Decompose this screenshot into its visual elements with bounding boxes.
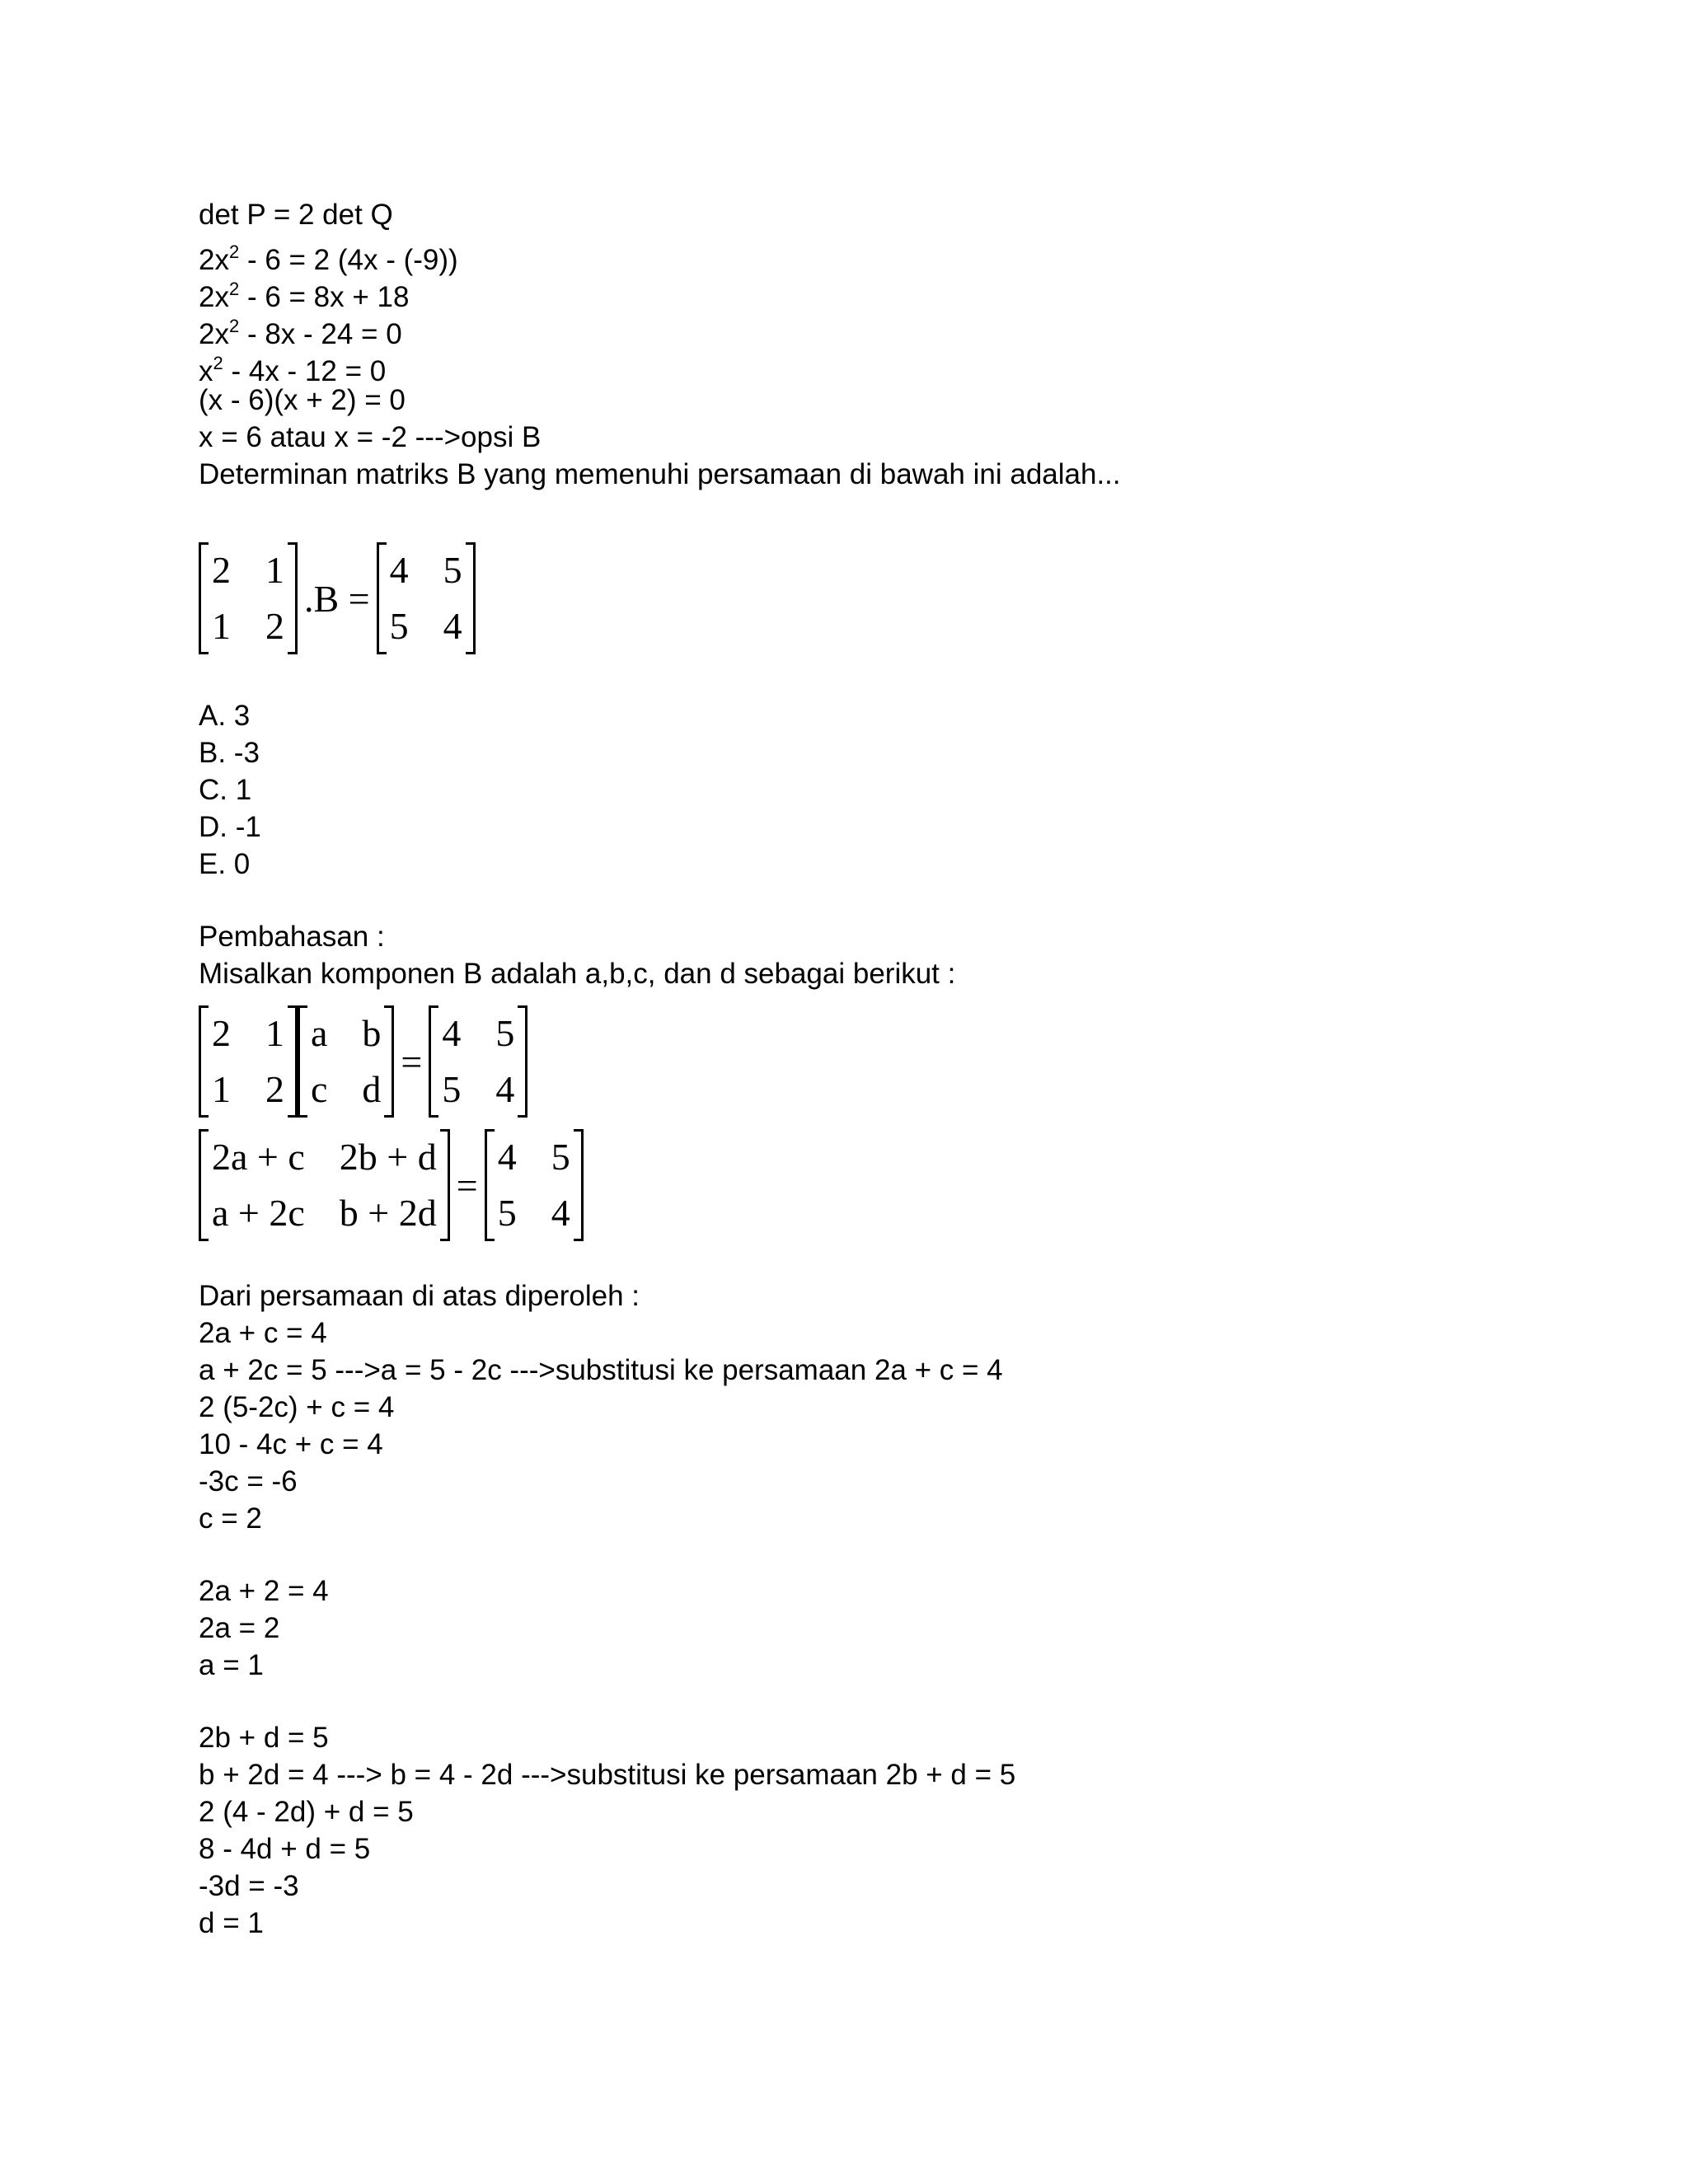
matrix-cell: 2 [265, 605, 284, 647]
solution-line: 2a + 2 = 4 [199, 1575, 329, 1607]
question-text: Determinan matriks B yang memenuhi persamaan di bawah ini adalah... [199, 458, 1121, 490]
document-content [199, 196, 1517, 1942]
matrix-cell: 5 [442, 1068, 462, 1110]
matrix-cell: c [311, 1068, 328, 1110]
intro-line: $2x^2 - 8x - 24 = 0$ [199, 316, 402, 350]
matrix-cell: 5 [389, 605, 409, 647]
solution-line: 2 (4 - 2d) + d = 5 [199, 1796, 414, 1828]
solution-line: c = 2 [199, 1502, 262, 1535]
option-a: A. 3 [199, 700, 251, 732]
intro-line: $2x^2 - 6 = 8x + 18$ [199, 279, 410, 313]
intro-line: x = 6 atau x = -2 --->opsi B [199, 421, 542, 453]
matrix-cell: a + 2c [212, 1192, 305, 1234]
intro-lines [199, 196, 1517, 493]
matrix-left [199, 546, 298, 651]
matrix-cell: 5 [495, 1012, 515, 1054]
solution-line: 10 - 4c + c = 4 [199, 1428, 383, 1460]
matrix-result [429, 1009, 528, 1114]
solution-line: a + 2c = 5 --->a = 5 - 2c --->substitusi ke persamaan 2a + c = 4 [199, 1354, 1003, 1386]
matrix-result [485, 1132, 584, 1238]
answer-options [199, 697, 1517, 883]
option-b: B. -3 [199, 737, 260, 769]
solution-block-1 [199, 1277, 1517, 1537]
discussion-intro: Misalkan komponen B adalah a,b,c, dan d sebagai berikut : [199, 958, 956, 990]
matrix-b [298, 1009, 394, 1114]
solution-line: Dari persamaan di atas diperoleh : [199, 1280, 640, 1312]
solution-line: 2b + d = 5 [199, 1722, 329, 1754]
matrix-a [199, 1009, 298, 1114]
matrix-cell: 1 [265, 549, 284, 591]
matrix-cell: 2b + d [339, 1136, 437, 1178]
option-e: E. 0 [199, 848, 251, 880]
equals-sign: = [456, 1164, 478, 1207]
matrix-cell: d [362, 1068, 382, 1110]
matrix-cell: 1 [212, 605, 231, 647]
intro-line: det P = 2 det Q [199, 199, 393, 231]
solution-block-3 [199, 1719, 1517, 1942]
matrix-cell: 2a + c [212, 1136, 305, 1178]
solution-line: b + 2d = 4 ---> b = 4 - 2d --->substitusi ke persamaan 2b + d = 5 [199, 1759, 1016, 1791]
matrix-cell: b [362, 1012, 382, 1054]
solution-block-2 [199, 1572, 1517, 1684]
matrix-equation-2 [199, 1132, 1517, 1238]
option-c: C. 1 [199, 774, 252, 806]
matrix-cell: 4 [495, 1068, 515, 1110]
discussion-header: Pembahasan : [199, 921, 385, 953]
matrix-cell: 4 [551, 1192, 570, 1234]
matrix-cell: 2 [265, 1068, 284, 1110]
solution-line: -3c = -6 [199, 1465, 298, 1497]
question-equation [199, 546, 1517, 651]
matrix-cell: 1 [265, 1012, 284, 1054]
matrix-cell: 5 [443, 549, 462, 591]
matrix-cell: 4 [497, 1136, 517, 1178]
matrix-equation-1 [199, 1009, 1517, 1114]
matrix-cell: 4 [442, 1012, 462, 1054]
option-d: D. -1 [199, 811, 261, 843]
solution-line: 8 - 4d + d = 5 [199, 1833, 371, 1865]
solution-line: 2a = 2 [199, 1612, 280, 1644]
matrix-cell: 1 [212, 1068, 231, 1110]
matrix-cell: b + 2d [339, 1192, 437, 1234]
intro-line: $2x^2 - 6 = 2$ (4x - (-9)) [199, 241, 458, 276]
equals-sign: = [401, 1040, 423, 1083]
matrix-cell: 4 [389, 549, 409, 591]
solution-line: d = 1 [199, 1907, 264, 1939]
matrix-cell: 2 [212, 549, 231, 591]
matrix-product [199, 1132, 450, 1238]
matrix-cell: 5 [497, 1192, 517, 1234]
matrix-cell: 5 [551, 1136, 570, 1178]
intro-line: (x - 6)(x + 2) = 0 [199, 384, 406, 416]
equation-operator: .B = [304, 577, 370, 620]
solution-line: 2a + c = 4 [199, 1317, 327, 1349]
matrix-cell: 4 [443, 605, 462, 647]
solution-line: a = 1 [199, 1649, 264, 1681]
matrix-cell: 2 [212, 1012, 231, 1054]
solution-line: -3d = -3 [199, 1870, 299, 1902]
intro-line: $x^2 - 4x - 12 = 0$ [199, 353, 387, 387]
matrix-right [377, 546, 476, 651]
solution-line: 2 (5-2c) + c = 4 [199, 1391, 395, 1423]
matrix-cell: a [311, 1012, 328, 1054]
